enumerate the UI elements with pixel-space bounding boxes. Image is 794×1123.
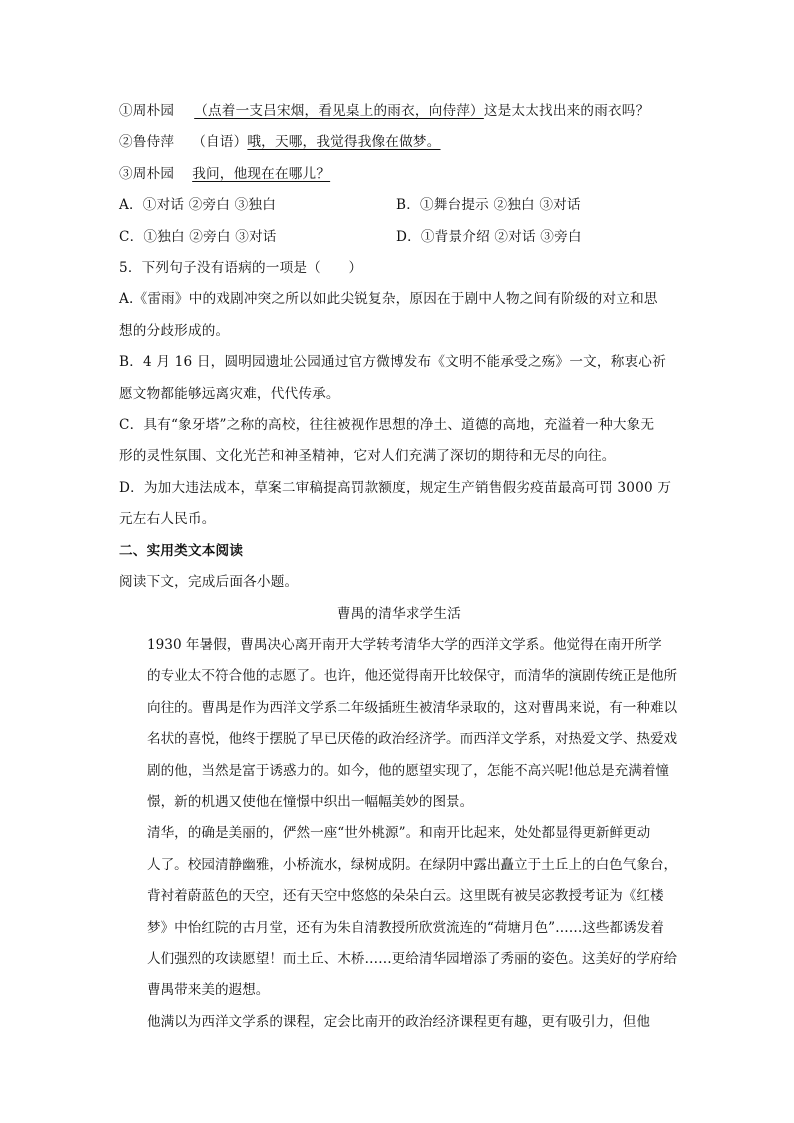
paragraph-line: 人们强烈的攻读愿望！而土丘、木桥……更给清华园增添了秀丽的姿色。这美好的学府给 xyxy=(147,950,678,967)
document-page xyxy=(119,96,679,1038)
dialogue-line-1 xyxy=(119,96,679,127)
options-row-cd xyxy=(119,222,679,253)
paragraph-line: 憬，新的机遇又使他在憧憬中织出一幅幅美妙的图景。 xyxy=(147,793,474,810)
paragraph-line: 剧的他，当然是富于诱惑力的。如今，他的愿望实现了，怎能不高兴呢!他总是充满着憧 xyxy=(147,762,670,779)
speaker: ①周朴园 xyxy=(119,103,175,119)
article-title: 曹禺的清华求学生活 xyxy=(336,605,462,622)
paragraph-line: 名状的喜悦，他终于摆脱了早已厌倦的政治经济学。而西洋文学系，对热爱文学、热爱戏 xyxy=(147,731,678,748)
dialogue-line-2 xyxy=(119,127,679,158)
speaker: ②鲁侍萍 xyxy=(119,134,175,151)
q5-option-a-line-1: A.《雷雨》中的戏剧冲突之所以如此尖锐复杂，原因在于剧中人物之间有阶级的对立和思 xyxy=(119,291,658,308)
speaker: ③周朴园 xyxy=(119,165,175,182)
options-row-ab xyxy=(119,190,679,221)
reading-instruction: 阅读下文，完成后面各小题。 xyxy=(119,574,299,591)
paragraph-line: 梦》中怡红院的古月堂，还有为朱自清教授所欣赏流连的“荷塘月色”……这些都诱发着 xyxy=(147,919,664,936)
dialogue-text: 这是太太找出来的雨衣吗？ xyxy=(483,103,650,119)
option-a: A．①对话 ②旁白 ③独白 xyxy=(119,197,276,214)
q5-option-c-line-1: C．具有“象牙塔”之称的高校，往往被视作思想的净土、道德的高地，充溢着一种大象无 xyxy=(119,417,655,434)
paragraph-line: 人了。校园清静幽雅，小桥流水，绿树成阴。在绿阴中露出矗立于土丘上的白色气象台， xyxy=(147,856,678,873)
article-paragraph-1 xyxy=(119,630,679,818)
dialogue-line-3 xyxy=(119,159,679,190)
q5-option-d-line-2: 元左右人民币。 xyxy=(119,511,216,528)
paragraph-line: 1930 年暑假，曹禺决心离开南开大学转考清华大学的西洋文学系。他觉得在南开所学 xyxy=(147,636,662,653)
q5-option-b-line-2: 愿文物都能够远离灾难，代代传承。 xyxy=(119,385,340,402)
q5-option-d-line-1: D．为加大违法成本，草案二审稿提高罚款额度，规定生产销售假劣疫苗最高可罚 3000 万 xyxy=(119,479,672,496)
option-b: B．①舞台提示 ②独白 ③对话 xyxy=(396,197,581,214)
stage-direction: （点着一支吕宋烟，看见桌上的雨衣，向侍萍） xyxy=(194,103,484,119)
q5-option-c-line-2: 形的灵性氛围、文化光芒和神圣精神，它对人们充满了深切的期待和无尽的向往。 xyxy=(119,448,616,465)
option-c: C．①独白 ②旁白 ③对话 xyxy=(119,228,277,245)
dialogue-text: 哦，天哪，我觉得我像在做梦。 xyxy=(247,134,441,151)
section-heading: 二、实用类文本阅读 xyxy=(119,542,244,559)
paragraph-line: 他满以为西洋文学系的课程，定会比南开的政治经济课程更有趣，更有吸引力，但他 xyxy=(147,1013,650,1030)
question-5-stem: 5．下列句子没有语病的一项是（ ） xyxy=(119,260,363,277)
stage-direction: （自语） xyxy=(192,134,248,151)
dialogue-text: 我问，他现在在哪儿？ xyxy=(192,165,331,182)
article-paragraph-2 xyxy=(119,818,679,1006)
paragraph-line: 背衬着蔚蓝色的天空，还有天空中悠悠的朵朵白云。这里既有被吴宓教授考证为《红楼 xyxy=(147,888,664,905)
article-paragraph-3 xyxy=(119,1007,679,1038)
option-d: D．①背景介绍 ②对话 ③旁白 xyxy=(396,228,582,245)
paragraph-line: 向往的。曹禺是作为西洋文学系二年级插班生被清华录取的，这对曹禺来说，有一种难以 xyxy=(147,699,678,716)
paragraph-line: 曹禺带来美的遐想。 xyxy=(147,982,270,999)
q5-option-a-line-2: 想的分歧形成的。 xyxy=(119,322,230,339)
paragraph-line: 清华，的确是美丽的，俨然一座“世外桃源”。和南开比起来，处处都显得更新鲜更动 xyxy=(147,825,651,842)
q5-option-b-line-1: B．4 月 16 日，圆明园遗址公园通过官方微博发布《文明不能承受之殇》一文，称衷心祈 xyxy=(119,354,666,371)
paragraph-line: 的专业太不符合他的志愿了。也许，他还觉得南开比较保守，而清华的演剧传统正是他所 xyxy=(147,668,678,685)
